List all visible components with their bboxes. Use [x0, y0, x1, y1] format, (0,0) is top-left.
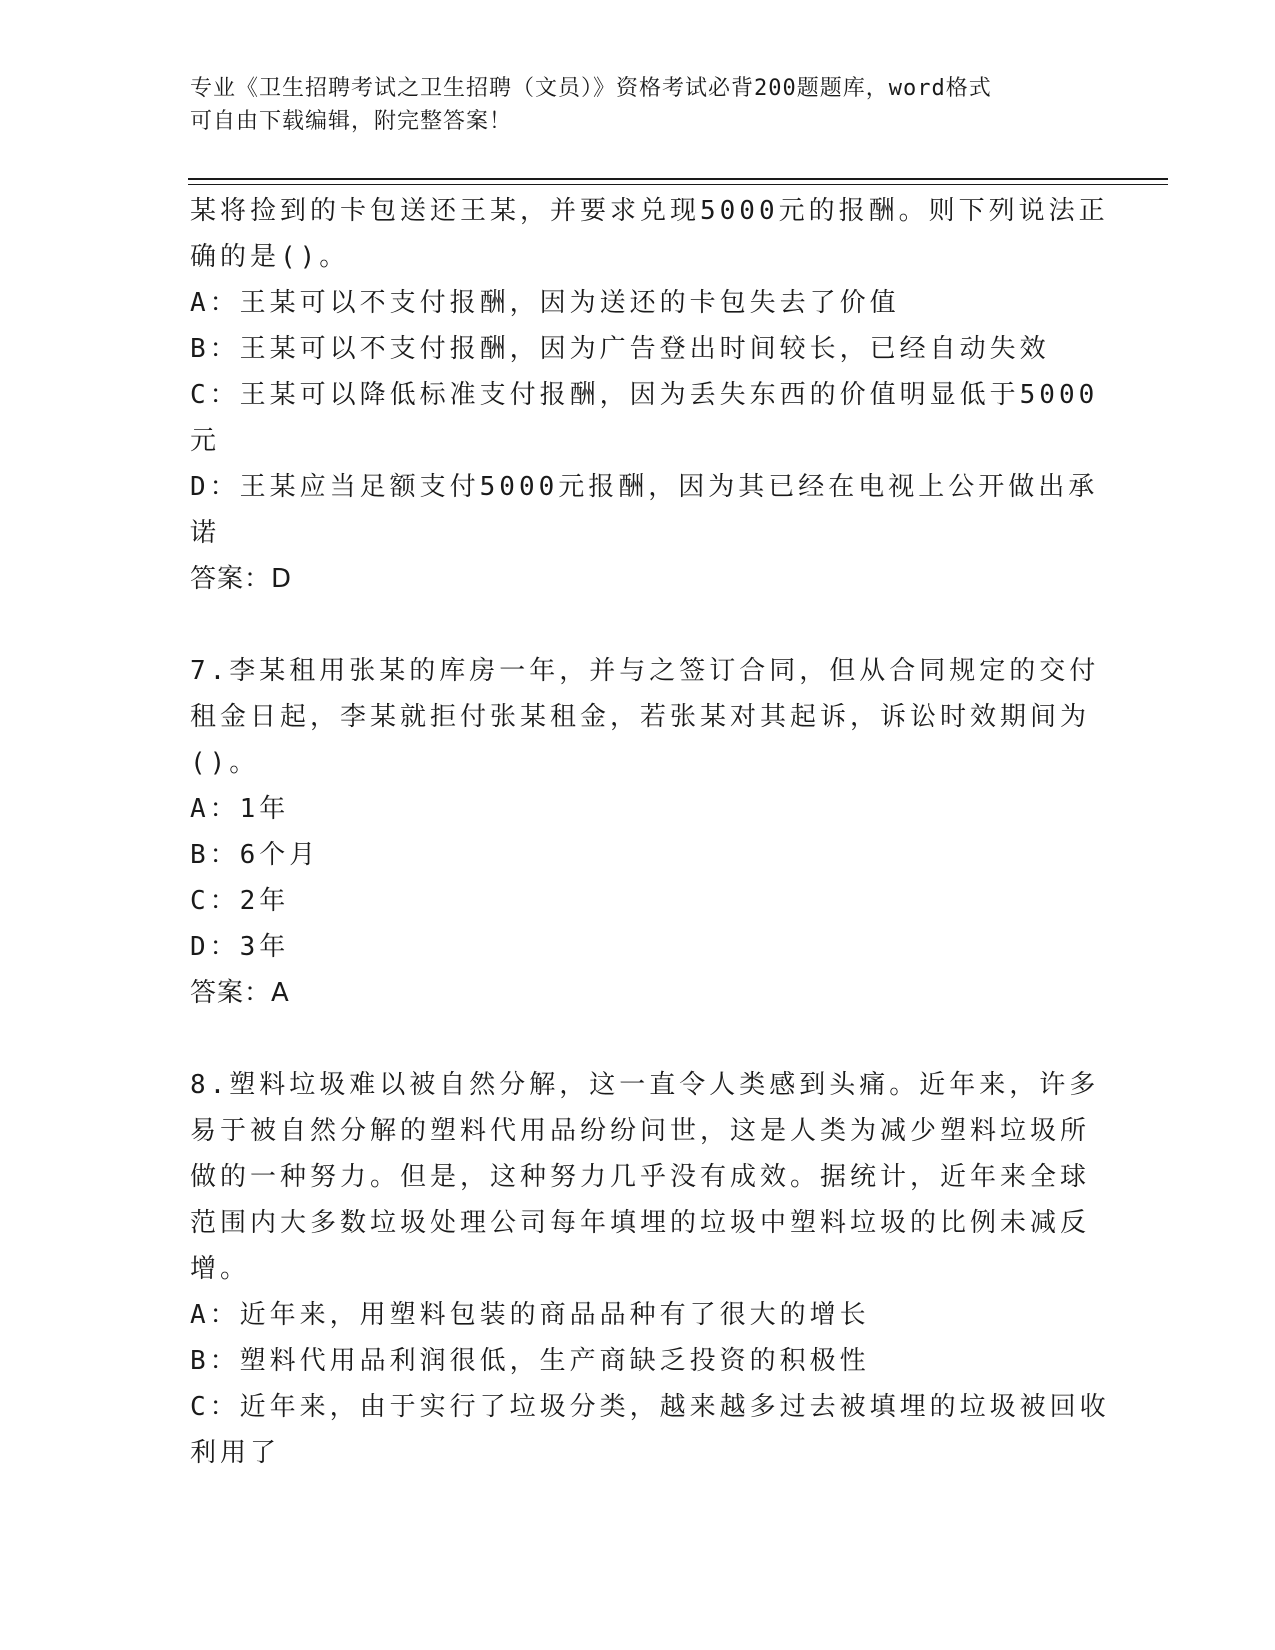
- question-stem: 某将捡到的卡包送还王某，并要求兑现5000元的报酬。则下列说法正: [190, 196, 1109, 226]
- option-c-continued: 元: [190, 426, 221, 456]
- question-stem: 易于被自然分解的塑料代用品纷纷问世，这是人类为减少塑料垃圾所: [190, 1116, 1091, 1146]
- header-divider-thick: [188, 178, 1168, 180]
- question-7: [190, 648, 1100, 1016]
- header-line-2: 可自由下载编辑，附完整答案！: [190, 109, 513, 134]
- question-stem: 7.李某租用张某的库房一年，并与之签订合同，但从合同规定的交付: [190, 656, 1100, 686]
- option-d: D：王某应当足额支付5000元报酬，因为其已经在电视上公开做出承: [190, 472, 1099, 502]
- header-line-1: 专业《卫生招聘考试之卫生招聘（文员）》资格考试必背200题题库，word格式: [190, 76, 992, 101]
- option-b: B：塑料代用品利润很低，生产商缺乏投资的积极性: [190, 1346, 870, 1376]
- question-stem: 做的一种努力。但是，这种努力几乎没有成效。据统计，近年来全球: [190, 1162, 1091, 1192]
- question-stem: 增。: [190, 1254, 251, 1284]
- option-c-continued: 利用了: [190, 1438, 281, 1468]
- option-d-continued: 诺: [190, 518, 221, 548]
- option-d: D：3年: [190, 932, 290, 962]
- document-header: [190, 72, 1090, 138]
- option-c: C：王某可以降低标准支付报酬，因为丢失东西的价值明显低于5000: [190, 380, 1099, 410]
- question-stem: 确的是()。: [190, 242, 350, 272]
- answer-label: 答案：D: [190, 564, 293, 594]
- question-8: [190, 1062, 1110, 1476]
- option-c: C：近年来，由于实行了垃圾分类，越来越多过去被填埋的垃圾被回收: [190, 1392, 1110, 1422]
- question-list: [190, 188, 1110, 1476]
- question-stem: 租金日起，李某就拒付张某租金，若张某对其起诉，诉讼时效期间为: [190, 702, 1091, 732]
- option-a: A：1年: [190, 794, 290, 824]
- header-divider-thin: [188, 184, 1168, 185]
- option-a: A：王某可以不支付报酬，因为送还的卡包失去了价值: [190, 288, 900, 318]
- question-spacer: [190, 1016, 1090, 1062]
- question-stem: ()。: [190, 748, 260, 778]
- question-6: [190, 188, 1109, 602]
- option-b: B：6个月: [190, 840, 320, 870]
- question-stem: 范围内大多数垃圾处理公司每年填埋的垃圾中塑料垃圾的比例未减反: [190, 1208, 1091, 1238]
- answer-label: 答案：A: [190, 978, 290, 1008]
- question-spacer: [190, 602, 1090, 648]
- option-a: A：近年来，用塑料包装的商品品种有了很大的增长: [190, 1300, 870, 1330]
- question-stem: 8.塑料垃圾难以被自然分解，这一直令人类感到头痛。近年来，许多: [190, 1070, 1100, 1100]
- option-c: C：2年: [190, 886, 290, 916]
- option-b: B：王某可以不支付报酬，因为广告登出时间较长，已经自动失效: [190, 334, 1050, 364]
